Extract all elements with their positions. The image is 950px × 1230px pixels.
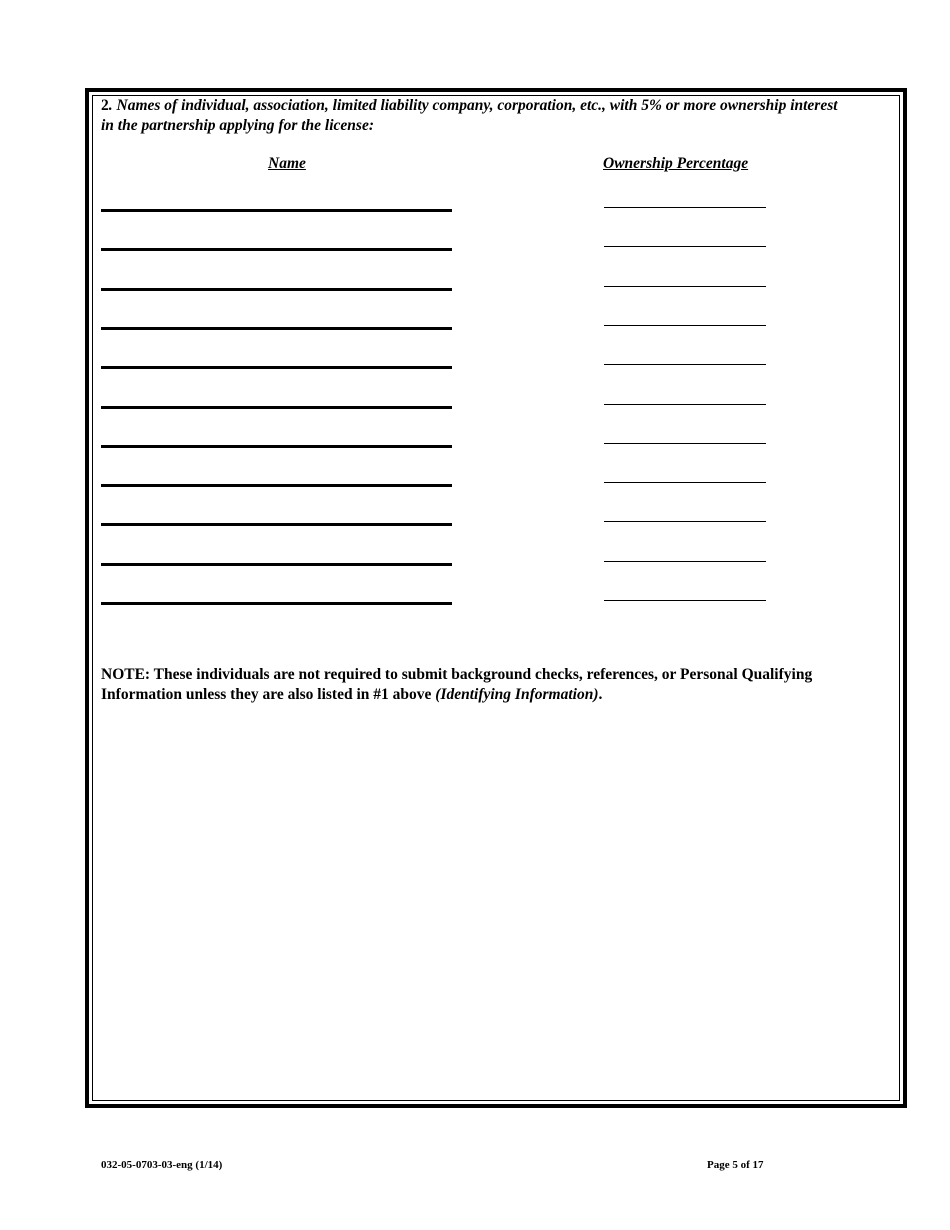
ownership-percentage-field[interactable] — [604, 364, 766, 365]
name-field[interactable] — [101, 209, 452, 212]
name-field[interactable] — [101, 445, 452, 448]
question-text: . Names of individual, association, limited liability company, corporation, etc., with 5% or more ownership interest in the partnership applying for the license: — [101, 97, 838, 134]
ownership-percentage-column-header: Ownership Percentage — [603, 155, 749, 172]
form-border-inner — [92, 95, 900, 1101]
page-number: Page 5 of 17 — [707, 1159, 764, 1171]
form-number: 032-05-0703-03-eng (1/14) — [101, 1159, 223, 1171]
name-field[interactable] — [101, 288, 452, 291]
question-2 — [101, 96, 841, 136]
note-text — [101, 665, 891, 705]
question-number: 2 — [101, 97, 109, 114]
name-field[interactable] — [101, 366, 452, 369]
name-field[interactable] — [101, 523, 452, 526]
note-tail: . — [598, 686, 603, 703]
ownership-percentage-field[interactable] — [604, 600, 766, 601]
note-lead: NOTE: These individuals are not required to submit background checks, references, or Personal Qualifying Information unless they are also listed in #1 above — [101, 666, 813, 703]
ownership-percentage-field[interactable] — [604, 286, 766, 287]
ownership-percentage-field[interactable] — [604, 404, 766, 405]
name-field[interactable] — [101, 484, 452, 487]
ownership-percentage-field[interactable] — [604, 443, 766, 444]
ownership-percentage-field[interactable] — [604, 482, 766, 483]
ownership-percentage-field[interactable] — [604, 207, 766, 208]
ownership-percentage-field[interactable] — [604, 325, 766, 326]
name-field[interactable] — [101, 563, 452, 566]
name-field[interactable] — [101, 602, 452, 605]
note-italic: (Identifying Information) — [435, 686, 599, 703]
ownership-percentage-field[interactable] — [604, 521, 766, 522]
name-field[interactable] — [101, 327, 452, 330]
form-border — [85, 88, 907, 1108]
name-column-header: Name — [268, 155, 306, 172]
name-field[interactable] — [101, 406, 452, 409]
name-field[interactable] — [101, 248, 452, 251]
ownership-percentage-field[interactable] — [604, 561, 766, 562]
ownership-percentage-field[interactable] — [604, 246, 766, 247]
